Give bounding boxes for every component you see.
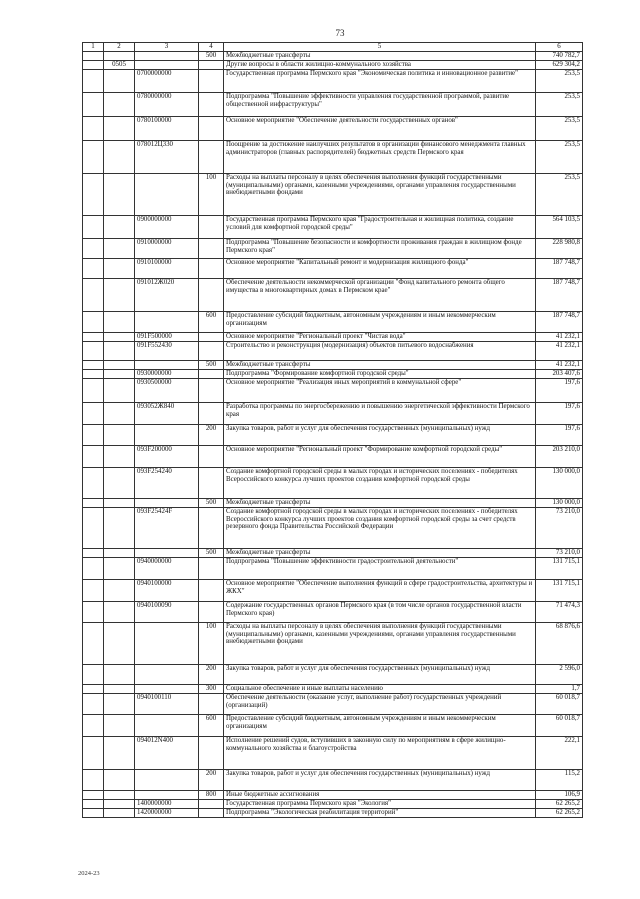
table-row: [83, 809, 583, 818]
table-row: [83, 685, 583, 694]
cell-section: [83, 715, 104, 737]
cell-description: Основное мероприятие "Реализация иных мероприятий в коммунальной сфере": [224, 379, 536, 403]
cell-target-code: [135, 499, 199, 508]
cell-expense-type: [199, 239, 224, 259]
cell-target-code: [135, 770, 199, 791]
cell-description: Основное мероприятие "Обеспечение деятельности государственных органов": [224, 117, 536, 141]
cell-description: Подпрограмма "Формирование комфортной городской среды": [224, 370, 536, 379]
footer-code: 2024-23: [78, 870, 100, 877]
cell-expense-type: 500: [199, 549, 224, 558]
cell-expense-type: 800: [199, 791, 224, 800]
header-col-6: 6: [536, 43, 583, 52]
cell-amount: 62 265,2: [536, 800, 583, 809]
cell-description: Социальное обеспечение и иные выплаты населению: [224, 685, 536, 694]
cell-expense-type: 200: [199, 665, 224, 685]
cell-subsection: [104, 685, 135, 694]
cell-subsection: [104, 70, 135, 93]
cell-description: Создание комфортной городской среды в малых городах и исторических поселениях - победителях Всероссийского конкурса лучших проектов создания комфортной городской среды: [224, 468, 536, 499]
cell-expense-type: [199, 333, 224, 342]
cell-section: [83, 174, 104, 216]
cell-section: [83, 216, 104, 239]
cell-description: Подпрограмма "Экологическая реабилитация территорий": [224, 809, 536, 818]
cell-description: Обеспечение деятельности (оказание услуг, выполнение работ) государственных учреждений (организаций): [224, 694, 536, 715]
table-row: [83, 93, 583, 117]
cell-subsection: [104, 361, 135, 370]
cell-amount: 228 980,8: [536, 239, 583, 259]
cell-amount: 253,5: [536, 70, 583, 93]
cell-target-code: [135, 623, 199, 665]
table-row: [83, 361, 583, 370]
table-row: [83, 370, 583, 379]
table-row: [83, 259, 583, 279]
cell-section: [83, 685, 104, 694]
cell-target-code: 093F200000: [135, 446, 199, 468]
cell-expense-type: [199, 694, 224, 715]
cell-target-code: 091012Ж020: [135, 279, 199, 312]
cell-description: Расходы на выплаты персоналу в целях обеспечения выполнения функций государственными (муниципальными) органами, казенными учреждениями, органами управления государственными внебюджетными фондами: [224, 174, 536, 216]
cell-subsection: [104, 549, 135, 558]
table-row: [83, 468, 583, 499]
cell-amount: 253,5: [536, 117, 583, 141]
cell-target-code: 0940100090: [135, 602, 199, 623]
cell-description: Предоставление субсидий бюджетным, автономным учреждениям и иным некоммерческим организациям: [224, 312, 536, 333]
cell-description: Подпрограмма "Повышение безопасности и комфортности проживания граждан в жилищном фонде Пермского края": [224, 239, 536, 259]
table-row: [83, 403, 583, 425]
cell-expense-type: 600: [199, 715, 224, 737]
cell-expense-type: [199, 800, 224, 809]
cell-subsection: [104, 665, 135, 685]
cell-description: Государственная программа Пермского края "Градостроительная и жилищная политика, создание условий для комфортной городской среды": [224, 216, 536, 239]
cell-description: Межбюджетные трансферты: [224, 549, 536, 558]
table-row: [83, 342, 583, 361]
cell-subsection: [104, 770, 135, 791]
cell-section: [83, 446, 104, 468]
cell-target-code: 1420000000: [135, 809, 199, 818]
cell-target-code: 093F25424F: [135, 508, 199, 549]
cell-description: Закупка товаров, работ и услуг для обеспечения государственных (муниципальных) нужд: [224, 425, 536, 446]
table-row: [83, 499, 583, 508]
cell-expense-type: [199, 446, 224, 468]
cell-section: [83, 61, 104, 70]
cell-subsection: [104, 425, 135, 446]
cell-target-code: 0930000000: [135, 370, 199, 379]
cell-amount: 60 018,7: [536, 694, 583, 715]
cell-amount: 203 407,6: [536, 370, 583, 379]
cell-target-code: 0780100000: [135, 117, 199, 141]
cell-section: [83, 93, 104, 117]
cell-expense-type: [199, 117, 224, 141]
cell-amount: 41 232,1: [536, 342, 583, 361]
table-row: [83, 70, 583, 93]
header-col-2: 2: [104, 43, 135, 52]
cell-expense-type: [199, 279, 224, 312]
table-row: [83, 52, 583, 61]
cell-section: [83, 791, 104, 800]
table-row: [83, 239, 583, 259]
cell-description: Иные бюджетные ассигнования: [224, 791, 536, 800]
cell-amount: 41 232,1: [536, 333, 583, 342]
cell-target-code: 093052Ж840: [135, 403, 199, 425]
page-number: 73: [335, 28, 345, 38]
cell-description: Исполнение решений судов, вступивших в законную силу по мероприятиям в сфере жилищно-коммунального хозяйства и благоустройства: [224, 737, 536, 770]
cell-expense-type: 100: [199, 174, 224, 216]
table-row: [83, 549, 583, 558]
cell-subsection: [104, 403, 135, 425]
cell-target-code: [135, 685, 199, 694]
cell-subsection: [104, 312, 135, 333]
cell-description: Расходы на выплаты персоналу в целях обеспечения выполнения функций государственными (муниципальными) органами, казенными учреждениями, органами управления государственными внебюджетными фондами: [224, 623, 536, 665]
cell-expense-type: [199, 141, 224, 174]
cell-section: [83, 468, 104, 499]
cell-section: [83, 52, 104, 61]
cell-section: [83, 117, 104, 141]
cell-amount: 187 748,7: [536, 259, 583, 279]
cell-amount: 130 000,0: [536, 499, 583, 508]
cell-description: Закупка товаров, работ и услуг для обеспечения государственных (муниципальных) нужд: [224, 665, 536, 685]
cell-section: [83, 379, 104, 403]
cell-expense-type: [199, 259, 224, 279]
cell-subsection: [104, 800, 135, 809]
cell-expense-type: [199, 558, 224, 580]
cell-subsection: [104, 370, 135, 379]
cell-section: [83, 425, 104, 446]
cell-expense-type: [199, 61, 224, 70]
cell-subsection: [104, 602, 135, 623]
table-row: [83, 737, 583, 770]
cell-subsection: [104, 239, 135, 259]
cell-subsection: [104, 93, 135, 117]
header-col-1: 1: [83, 43, 104, 52]
cell-section: [83, 623, 104, 665]
cell-target-code: 0910100000: [135, 259, 199, 279]
cell-target-code: [135, 174, 199, 216]
cell-subsection: [104, 468, 135, 499]
cell-description: Основное мероприятие "Капитальный ремонт и модернизация жилищного фонда": [224, 259, 536, 279]
cell-amount: 197,6: [536, 425, 583, 446]
cell-target-code: [135, 791, 199, 800]
cell-expense-type: [199, 216, 224, 239]
cell-section: [83, 361, 104, 370]
table-row: [83, 602, 583, 623]
cell-amount: 2 596,0: [536, 665, 583, 685]
cell-expense-type: 100: [199, 623, 224, 665]
cell-subsection: [104, 52, 135, 61]
cell-target-code: [135, 715, 199, 737]
cell-target-code: 1400000000: [135, 800, 199, 809]
cell-subsection: [104, 174, 135, 216]
cell-amount: 131 715,1: [536, 558, 583, 580]
table-row: [83, 665, 583, 685]
cell-description: Межбюджетные трансферты: [224, 499, 536, 508]
cell-expense-type: [199, 737, 224, 770]
cell-amount: 187 748,7: [536, 312, 583, 333]
cell-expense-type: [199, 370, 224, 379]
cell-amount: 71 474,3: [536, 602, 583, 623]
cell-section: [83, 737, 104, 770]
cell-target-code: [135, 361, 199, 370]
cell-amount: 131 715,1: [536, 580, 583, 602]
cell-subsection: [104, 623, 135, 665]
cell-description: Строительство и реконструкция (модернизация) объектов питьевого водоснабжения: [224, 342, 536, 361]
cell-description: Поощрение за достижение наилучших результатов в организации финансового менеджмента главных администраторов (главных распорядителей) бюджетных средств Пермского края: [224, 141, 536, 174]
cell-target-code: 0940100000: [135, 580, 199, 602]
table-row: [83, 174, 583, 216]
table-row: [83, 623, 583, 665]
cell-amount: 203 210,0: [536, 446, 583, 468]
cell-target-code: 093F254240: [135, 468, 199, 499]
cell-amount: 253,5: [536, 93, 583, 117]
cell-target-code: 091F500000: [135, 333, 199, 342]
cell-target-code: [135, 312, 199, 333]
cell-subsection: [104, 558, 135, 580]
cell-expense-type: 200: [199, 425, 224, 446]
cell-amount: 253,5: [536, 174, 583, 216]
cell-section: [83, 800, 104, 809]
cell-section: [83, 342, 104, 361]
table-row: [83, 425, 583, 446]
cell-amount: 740 782,7: [536, 52, 583, 61]
cell-expense-type: [199, 70, 224, 93]
cell-description: Основное мероприятие "Региональный проект "Формирование комфортной городской среды": [224, 446, 536, 468]
cell-subsection: [104, 446, 135, 468]
table-row: [83, 770, 583, 791]
cell-amount: 73 210,0: [536, 508, 583, 549]
cell-target-code: 0780000000: [135, 93, 199, 117]
cell-expense-type: [199, 342, 224, 361]
cell-subsection: [104, 508, 135, 549]
cell-target-code: [135, 549, 199, 558]
cell-subsection: 0505: [104, 61, 135, 70]
header-col-3: 3: [135, 43, 199, 52]
cell-subsection: [104, 117, 135, 141]
table-row: [83, 694, 583, 715]
cell-section: [83, 508, 104, 549]
cell-target-code: 078012Ц330: [135, 141, 199, 174]
cell-target-code: 0910000000: [135, 239, 199, 259]
cell-target-code: 0900000000: [135, 216, 199, 239]
cell-description: Межбюджетные трансферты: [224, 52, 536, 61]
cell-subsection: [104, 809, 135, 818]
cell-section: [83, 403, 104, 425]
table-row: [83, 446, 583, 468]
cell-amount: 187 748,7: [536, 279, 583, 312]
header-col-4: 4: [199, 43, 224, 52]
header-col-5: 5: [224, 43, 536, 52]
table-row: [83, 61, 583, 70]
cell-section: [83, 333, 104, 342]
cell-section: [83, 70, 104, 93]
cell-amount: 115,2: [536, 770, 583, 791]
cell-section: [83, 141, 104, 174]
cell-section: [83, 809, 104, 818]
cell-description: Основное мероприятие "Обеспечение выполнения функций в сфере градостроительства, архитектуры и ЖКХ": [224, 580, 536, 602]
cell-description: Разработка программы по энергосбережению и повышению энергетической эффективности Пермского края: [224, 403, 536, 425]
cell-section: [83, 279, 104, 312]
cell-subsection: [104, 580, 135, 602]
cell-description: Основное мероприятие "Региональный проект "Чистая вода": [224, 333, 536, 342]
cell-target-code: [135, 52, 199, 61]
cell-amount: 222,1: [536, 737, 583, 770]
cell-amount: 253,5: [536, 141, 583, 174]
cell-section: [83, 665, 104, 685]
cell-expense-type: [199, 403, 224, 425]
cell-section: [83, 602, 104, 623]
cell-expense-type: [199, 468, 224, 499]
cell-expense-type: 500: [199, 52, 224, 61]
cell-subsection: [104, 141, 135, 174]
cell-section: [83, 549, 104, 558]
cell-description: Подпрограмма "Повышение эффективности управления государственной программой, развитие общественной инфраструктуры": [224, 93, 536, 117]
cell-amount: 197,6: [536, 379, 583, 403]
cell-description: Подпрограмма "Повышение эффективности градостроительной деятельности": [224, 558, 536, 580]
cell-section: [83, 239, 104, 259]
cell-section: [83, 499, 104, 508]
cell-amount: 62 265,2: [536, 809, 583, 818]
cell-expense-type: 500: [199, 361, 224, 370]
cell-amount: 41 232,1: [536, 361, 583, 370]
table-row: [83, 558, 583, 580]
cell-subsection: [104, 715, 135, 737]
cell-expense-type: [199, 379, 224, 403]
table-row: [83, 791, 583, 800]
cell-subsection: [104, 737, 135, 770]
cell-subsection: [104, 342, 135, 361]
table-row: [83, 715, 583, 737]
table-row: [83, 117, 583, 141]
cell-expense-type: [199, 93, 224, 117]
cell-section: [83, 259, 104, 279]
cell-subsection: [104, 216, 135, 239]
cell-subsection: [104, 279, 135, 312]
cell-target-code: 0700000000: [135, 70, 199, 93]
cell-subsection: [104, 379, 135, 403]
cell-amount: 629 304,2: [536, 61, 583, 70]
cell-expense-type: 200: [199, 770, 224, 791]
cell-expense-type: [199, 508, 224, 549]
cell-amount: 60 018,7: [536, 715, 583, 737]
cell-expense-type: [199, 602, 224, 623]
cell-amount: 106,9: [536, 791, 583, 800]
cell-target-code: 094012N400: [135, 737, 199, 770]
cell-section: [83, 312, 104, 333]
table-row: [83, 141, 583, 174]
cell-subsection: [104, 499, 135, 508]
cell-section: [83, 558, 104, 580]
cell-amount: 564 103,5: [536, 216, 583, 239]
cell-description: Государственная программа Пермского края "Экономическая политика и инновационное развитие": [224, 70, 536, 93]
budget-table: [82, 42, 583, 818]
cell-amount: 73 210,0: [536, 549, 583, 558]
table-row: [83, 379, 583, 403]
cell-amount: 197,6: [536, 403, 583, 425]
cell-target-code: [135, 425, 199, 446]
cell-target-code: 091F552430: [135, 342, 199, 361]
cell-section: [83, 770, 104, 791]
cell-target-code: 0930500000: [135, 379, 199, 403]
cell-subsection: [104, 259, 135, 279]
cell-expense-type: 500: [199, 499, 224, 508]
table-row: [83, 800, 583, 809]
cell-section: [83, 580, 104, 602]
cell-target-code: [135, 61, 199, 70]
cell-description: Предоставление субсидий бюджетным, автономным учреждениям и иным некоммерческим организациям: [224, 715, 536, 737]
cell-description: Государственная программа Пермского края "Экология": [224, 800, 536, 809]
cell-target-code: [135, 665, 199, 685]
cell-description: Закупка товаров, работ и услуг для обеспечения государственных (муниципальных) нужд: [224, 770, 536, 791]
cell-expense-type: [199, 809, 224, 818]
cell-amount: 1,7: [536, 685, 583, 694]
table-body: [83, 52, 583, 818]
cell-subsection: [104, 694, 135, 715]
cell-expense-type: 600: [199, 312, 224, 333]
table-row: [83, 216, 583, 239]
table-row: [83, 508, 583, 549]
cell-amount: 130 000,0: [536, 468, 583, 499]
cell-section: [83, 370, 104, 379]
cell-description: Содержание государственных органов Пермского края (в том числе органов государственной власти Пермского края): [224, 602, 536, 623]
cell-target-code: 0940000000: [135, 558, 199, 580]
cell-expense-type: 300: [199, 685, 224, 694]
table-row: [83, 333, 583, 342]
cell-amount: 68 876,6: [536, 623, 583, 665]
cell-description: Обеспечение деятельности некоммерческой организации "Фонд капитального ремонта общего имущества в многоквартирных домах в Пермском крае": [224, 279, 536, 312]
cell-description: Межбюджетные трансферты: [224, 361, 536, 370]
cell-description: Создание комфортной городской среды в малых городах и исторических поселениях - победителях Всероссийского конкурса лучших проектов создания комфортной городской среды за счет средств резервного фонда Правительства Российской Федерации: [224, 508, 536, 549]
cell-target-code: 0940100110: [135, 694, 199, 715]
cell-subsection: [104, 791, 135, 800]
cell-description: Другие вопросы в области жилищно-коммунального хозяйства: [224, 61, 536, 70]
cell-expense-type: [199, 580, 224, 602]
cell-section: [83, 694, 104, 715]
table-header-row: [83, 43, 583, 52]
table-row: [83, 312, 583, 333]
table-row: [83, 279, 583, 312]
table-row: [83, 580, 583, 602]
cell-subsection: [104, 333, 135, 342]
